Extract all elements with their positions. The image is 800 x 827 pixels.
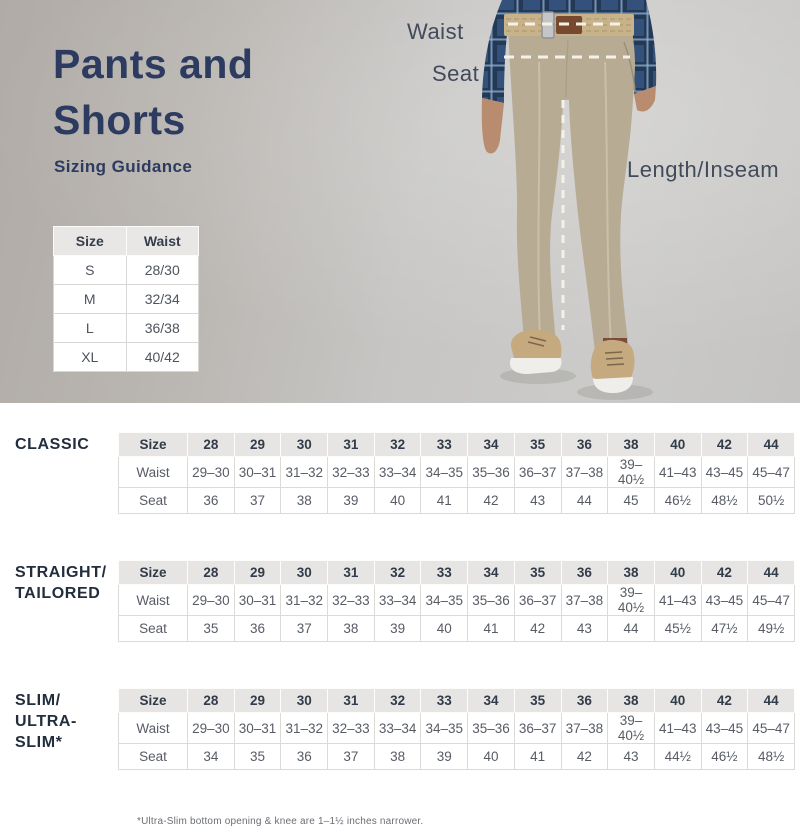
measurement-cell: 32–33 bbox=[328, 713, 375, 744]
straight-tailored-label bbox=[0, 560, 118, 604]
measurement-cell: 33–34 bbox=[374, 585, 421, 616]
slim-ultra-slim-label bbox=[0, 688, 118, 753]
row-label: Waist bbox=[119, 713, 188, 744]
column-header: 31 bbox=[328, 689, 375, 713]
column-header: 40 bbox=[654, 561, 701, 585]
measurement-cell: 36–37 bbox=[514, 713, 561, 744]
overview-cell: L bbox=[54, 314, 127, 343]
measurement-cell: 38 bbox=[328, 616, 375, 642]
left-shoe-sole bbox=[510, 358, 562, 374]
seat-label: Seat bbox=[432, 61, 480, 86]
column-header: 34 bbox=[468, 689, 515, 713]
measurement-cell: 42 bbox=[468, 488, 515, 514]
table-body bbox=[119, 713, 795, 770]
row-label: Seat bbox=[119, 744, 188, 770]
measurement-cell: 43 bbox=[561, 616, 608, 642]
column-header: 38 bbox=[608, 689, 655, 713]
classic-block bbox=[0, 432, 800, 514]
measurement-cell: 36 bbox=[281, 744, 328, 770]
waist-label: Waist bbox=[407, 19, 464, 44]
measurement-cell: 42 bbox=[561, 744, 608, 770]
measurement-cell: 44 bbox=[561, 488, 608, 514]
column-header: 42 bbox=[701, 433, 748, 457]
measurement-cell: 39 bbox=[374, 616, 421, 642]
overview-cell: 32/34 bbox=[126, 285, 199, 314]
slim-ultra-slim-block bbox=[0, 688, 800, 770]
measurement-cell: 35–36 bbox=[468, 457, 515, 488]
column-header: 40 bbox=[654, 689, 701, 713]
column-header: Size bbox=[119, 561, 188, 585]
measurement-cell: 48½ bbox=[748, 744, 795, 770]
overview-row bbox=[54, 314, 199, 343]
header-row bbox=[119, 689, 795, 713]
column-header: 36 bbox=[561, 689, 608, 713]
measurement-cell: 29–30 bbox=[188, 457, 235, 488]
measurement-cell: 40 bbox=[468, 744, 515, 770]
measurement-cell: 45–47 bbox=[748, 713, 795, 744]
column-header: 42 bbox=[701, 561, 748, 585]
column-header: 33 bbox=[421, 689, 468, 713]
measurement-cell: 38 bbox=[374, 744, 421, 770]
column-header: 42 bbox=[701, 689, 748, 713]
header-row bbox=[119, 561, 795, 585]
model-right-shoe bbox=[591, 340, 635, 381]
measurement-cell: 41 bbox=[468, 616, 515, 642]
measurement-cell: 32–33 bbox=[328, 585, 375, 616]
measurement-cell: 34–35 bbox=[421, 713, 468, 744]
straight-tailored-size-table bbox=[118, 560, 795, 642]
measurement-cell: 37–38 bbox=[561, 585, 608, 616]
overview-cell: M bbox=[54, 285, 127, 314]
measurement-cell: 36 bbox=[234, 616, 281, 642]
measurement-row bbox=[119, 713, 795, 744]
size-tables-section bbox=[0, 403, 800, 827]
measurement-cell: 33–34 bbox=[374, 457, 421, 488]
measurement-cell: 39–40½ bbox=[608, 713, 655, 744]
measurement-cell: 41–43 bbox=[654, 457, 701, 488]
column-header: Size bbox=[119, 433, 188, 457]
measurement-cell: 46½ bbox=[654, 488, 701, 514]
right-shoe-lace bbox=[605, 352, 622, 353]
overview-table-body bbox=[54, 256, 199, 372]
column-header: 29 bbox=[234, 689, 281, 713]
overview-row bbox=[54, 343, 199, 372]
column-header: Size bbox=[54, 227, 127, 256]
measurement-cell: 46½ bbox=[701, 744, 748, 770]
fit-label-line: STRAIGHT/ bbox=[15, 564, 107, 581]
column-header: Size bbox=[119, 689, 188, 713]
measurement-cell: 43–45 bbox=[701, 713, 748, 744]
overview-row bbox=[54, 256, 199, 285]
column-header: 30 bbox=[281, 561, 328, 585]
measurement-cell: 30–31 bbox=[234, 713, 281, 744]
overview-cell: S bbox=[54, 256, 127, 285]
table-body bbox=[119, 585, 795, 642]
overview-size-table bbox=[53, 226, 199, 372]
measurement-cell: 41–43 bbox=[654, 713, 701, 744]
overview-cell: 28/30 bbox=[126, 256, 199, 285]
measurement-cell: 37 bbox=[281, 616, 328, 642]
column-header: 29 bbox=[234, 561, 281, 585]
measurement-cell: 41 bbox=[514, 744, 561, 770]
column-header: 29 bbox=[234, 433, 281, 457]
measurement-cell: 43 bbox=[514, 488, 561, 514]
measurement-cell: 42 bbox=[514, 616, 561, 642]
table-head bbox=[119, 689, 795, 713]
measurement-cell: 37 bbox=[234, 488, 281, 514]
measurement-cell: 39 bbox=[328, 488, 375, 514]
fit-label-line: ULTRA-SLIM* bbox=[15, 713, 77, 751]
column-header: 28 bbox=[188, 433, 235, 457]
measurement-cell: 39–40½ bbox=[608, 585, 655, 616]
page-subtitle: Sizing Guidance bbox=[54, 157, 193, 176]
measurement-cell: 41 bbox=[421, 488, 468, 514]
fit-label-line: CLASSIC bbox=[15, 436, 90, 453]
measurement-cell: 38 bbox=[281, 488, 328, 514]
measurement-cell: 30–31 bbox=[234, 585, 281, 616]
measurement-cell: 49½ bbox=[748, 616, 795, 642]
measurement-row bbox=[119, 457, 795, 488]
row-label: Seat bbox=[119, 488, 188, 514]
measurement-cell: 34 bbox=[188, 744, 235, 770]
measurement-cell: 37–38 bbox=[561, 713, 608, 744]
column-header: 36 bbox=[561, 561, 608, 585]
column-header: Waist bbox=[126, 227, 199, 256]
measurement-cell: 37–38 bbox=[561, 457, 608, 488]
column-header: 38 bbox=[608, 561, 655, 585]
measurement-cell: 29–30 bbox=[188, 585, 235, 616]
measurement-cell: 39–40½ bbox=[608, 457, 655, 488]
measurement-cell: 32–33 bbox=[328, 457, 375, 488]
measurement-cell: 45–47 bbox=[748, 457, 795, 488]
measurement-cell: 33–34 bbox=[374, 713, 421, 744]
overview-cell: 40/42 bbox=[126, 343, 199, 372]
column-header: 33 bbox=[421, 433, 468, 457]
measurement-cell: 34–35 bbox=[421, 457, 468, 488]
measurement-cell: 43 bbox=[608, 744, 655, 770]
model-left-hand bbox=[482, 98, 504, 154]
pants-crease bbox=[538, 62, 540, 336]
overview-row bbox=[54, 285, 199, 314]
measurement-cell: 31–32 bbox=[281, 585, 328, 616]
row-label: Waist bbox=[119, 457, 188, 488]
measurement-cell: 39 bbox=[421, 744, 468, 770]
measurement-cell: 43–45 bbox=[701, 457, 748, 488]
measurement-cell: 45½ bbox=[654, 616, 701, 642]
column-header: 33 bbox=[421, 561, 468, 585]
hero-section bbox=[0, 0, 800, 403]
column-header: 35 bbox=[514, 689, 561, 713]
measurement-cell: 48½ bbox=[701, 488, 748, 514]
column-header: 34 bbox=[468, 433, 515, 457]
inseam-label: Length/Inseam bbox=[627, 157, 780, 182]
slim-ultra-slim-size-table bbox=[118, 688, 795, 770]
page-title-line1: Pants and bbox=[53, 41, 254, 87]
measurement-cell: 45–47 bbox=[748, 585, 795, 616]
measurement-cell: 40 bbox=[374, 488, 421, 514]
measurement-cell: 50½ bbox=[748, 488, 795, 514]
measurement-cell: 37 bbox=[328, 744, 375, 770]
column-header: 31 bbox=[328, 561, 375, 585]
measurement-cell: 35–36 bbox=[468, 585, 515, 616]
column-header: 40 bbox=[654, 433, 701, 457]
column-header: 44 bbox=[748, 561, 795, 585]
column-header: 38 bbox=[608, 433, 655, 457]
column-header: 44 bbox=[748, 433, 795, 457]
overview-table-head bbox=[54, 227, 199, 256]
measurement-cell: 36–37 bbox=[514, 457, 561, 488]
table-head bbox=[119, 561, 795, 585]
column-header: 28 bbox=[188, 561, 235, 585]
header-row bbox=[119, 433, 795, 457]
row-label: Seat bbox=[119, 616, 188, 642]
straight-tailored-block bbox=[0, 560, 800, 642]
page-title bbox=[53, 36, 253, 148]
column-header: 32 bbox=[374, 561, 421, 585]
column-header: 44 bbox=[748, 689, 795, 713]
column-header: 34 bbox=[468, 561, 515, 585]
table-head bbox=[119, 433, 795, 457]
column-header: 31 bbox=[328, 433, 375, 457]
page-title-line2: Shorts bbox=[53, 97, 186, 143]
overview-header-row bbox=[54, 227, 199, 256]
model-left-shoe bbox=[511, 330, 561, 362]
measurement-cell: 43–45 bbox=[701, 585, 748, 616]
measurement-cell: 31–32 bbox=[281, 457, 328, 488]
right-shoe-lace bbox=[607, 364, 624, 365]
measurement-cell: 45 bbox=[608, 488, 655, 514]
measurement-row bbox=[119, 744, 795, 770]
right-shoe-lace bbox=[606, 358, 623, 359]
measurement-row bbox=[119, 585, 795, 616]
overview-cell: 36/38 bbox=[126, 314, 199, 343]
column-header: 35 bbox=[514, 433, 561, 457]
column-header: 28 bbox=[188, 689, 235, 713]
model-pants bbox=[508, 24, 635, 352]
column-header: 32 bbox=[374, 433, 421, 457]
measurement-cell: 47½ bbox=[701, 616, 748, 642]
row-label: Waist bbox=[119, 585, 188, 616]
measurement-cell: 44 bbox=[608, 616, 655, 642]
column-header: 35 bbox=[514, 561, 561, 585]
classic-label bbox=[0, 432, 118, 455]
column-header: 36 bbox=[561, 433, 608, 457]
measurement-row bbox=[119, 616, 795, 642]
column-header: 32 bbox=[374, 689, 421, 713]
classic-size-table bbox=[118, 432, 795, 514]
measurement-cell: 35 bbox=[188, 616, 235, 642]
measurement-row bbox=[119, 488, 795, 514]
measurement-cell: 34–35 bbox=[421, 585, 468, 616]
overview-cell: XL bbox=[54, 343, 127, 372]
measurement-cell: 44½ bbox=[654, 744, 701, 770]
table-body bbox=[119, 457, 795, 514]
column-header: 30 bbox=[281, 689, 328, 713]
measurement-cell: 41–43 bbox=[654, 585, 701, 616]
measurement-cell: 36–37 bbox=[514, 585, 561, 616]
measurement-cell: 31–32 bbox=[281, 713, 328, 744]
measurement-cell: 35–36 bbox=[468, 713, 515, 744]
measurement-cell: 30–31 bbox=[234, 457, 281, 488]
fit-label-line: SLIM/ bbox=[15, 692, 61, 709]
column-header: 30 bbox=[281, 433, 328, 457]
measurement-cell: 40 bbox=[421, 616, 468, 642]
footnote: *Ultra-Slim bottom opening & knee are 1–1½ inches narrower. bbox=[137, 816, 424, 827]
measurement-cell: 36 bbox=[188, 488, 235, 514]
measurement-cell: 29–30 bbox=[188, 713, 235, 744]
measurement-cell: 35 bbox=[234, 744, 281, 770]
fit-label-line: TAILORED bbox=[15, 585, 101, 602]
